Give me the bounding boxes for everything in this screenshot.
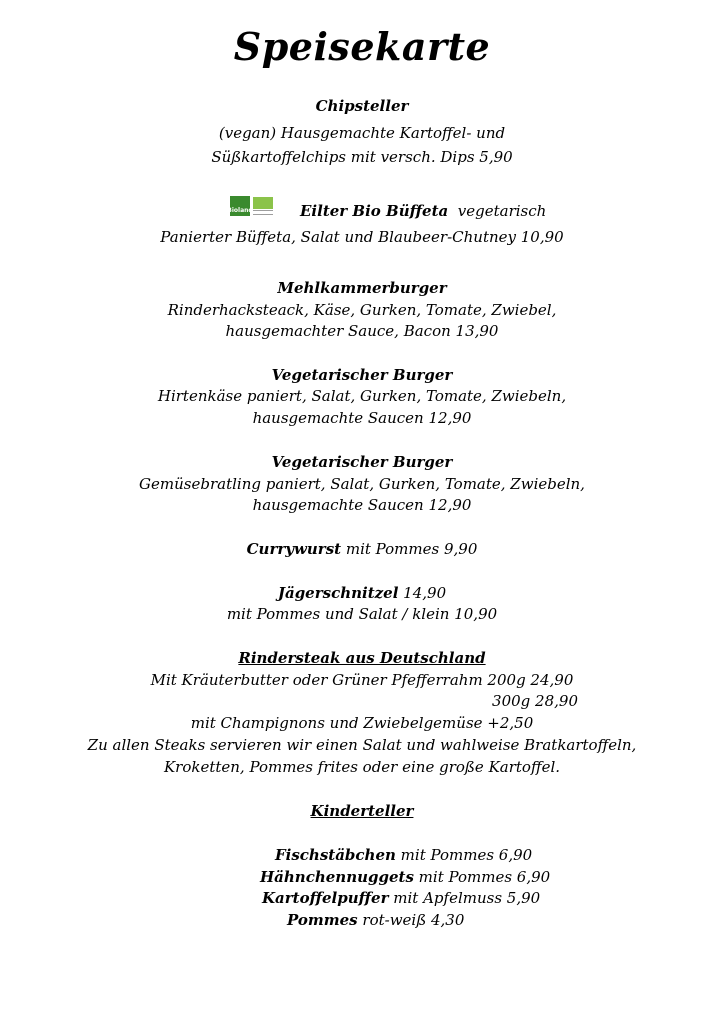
menu-title: Speisekarte bbox=[233, 24, 491, 69]
section-heading-kinderteller: Kinderteller bbox=[310, 802, 414, 820]
kids-dish-name: Pommes bbox=[287, 911, 358, 929]
dish-description-line: Rinderhacksteack, Käse, Gurken, Tomate, Zwiebel, bbox=[167, 301, 557, 319]
bioland-logo bbox=[227, 196, 253, 216]
organic-label-logo bbox=[227, 196, 274, 216]
dish-note-line: Kroketten, Pommes frites oder eine große Kartoffel. bbox=[163, 758, 561, 776]
dish-description-line: Süßkartoffelchips mit versch. Dips 5,90 bbox=[211, 148, 513, 166]
dish-heading-jaegerschnitzel bbox=[0, 583, 724, 603]
bioland-logo-text: Bioland bbox=[227, 207, 253, 214]
dish-name-chipsteller: Chipsteller bbox=[315, 97, 409, 115]
dish-heading-currywurst bbox=[0, 539, 724, 559]
dish-name-bueffeta: Eilter Bio Büffeta bbox=[300, 202, 449, 220]
dish-description-line: (vegan) Hausgemachte Kartoffel- und bbox=[218, 124, 506, 142]
kids-dish-name: Kartoffelpuffer bbox=[262, 889, 389, 907]
dish-price: mit Pommes 9,90 bbox=[341, 540, 478, 558]
eu-organic-leaf-icon bbox=[252, 196, 274, 216]
list-item bbox=[287, 910, 464, 930]
dish-note-line: Zu allen Steaks servieren wir einen Salat und wahlweise Bratkartoffeln, bbox=[87, 736, 637, 754]
dish-description-line: hausgemachte Saucen 12,90 bbox=[252, 409, 472, 427]
certification-lines bbox=[253, 210, 273, 215]
kids-dish-name: Hähnchennuggets bbox=[260, 868, 414, 886]
kids-dish-price: mit Apfelmuss 5,90 bbox=[388, 889, 541, 907]
dish-price: 14,90 bbox=[398, 584, 447, 602]
dish-description-line: Gemüsebratling paniert, Salat, Gurken, Tomate, Zwiebeln, bbox=[139, 475, 585, 493]
kids-dish-name: Fischstäbchen bbox=[275, 846, 396, 864]
dish-description-line: hausgemachter Sauce, Bacon 13,90 bbox=[225, 322, 499, 340]
dish-description-line: Mit Kräuterbutter oder Grüner Pfefferrahm 200g 24,90 bbox=[150, 671, 574, 689]
list-item bbox=[260, 867, 550, 887]
leaf-icon bbox=[253, 197, 273, 209]
kids-dish-price: mit Pommes 6,90 bbox=[413, 868, 551, 886]
dish-name-vegetarian-burger: Vegetarischer Burger bbox=[271, 366, 453, 384]
dish-price-line: 300g 28,90 bbox=[492, 692, 578, 710]
dish-name-vegetarian-burger: Vegetarischer Burger bbox=[271, 453, 453, 471]
dish-description-line: hausgemachte Saucen 12,90 bbox=[252, 496, 472, 514]
dish-description-line: mit Champignons und Zwiebelgemüse +2,50 bbox=[190, 714, 534, 732]
kids-dish-price: rot-weiß 4,30 bbox=[357, 911, 465, 929]
list-item bbox=[262, 888, 540, 908]
dish-tag: vegetarisch bbox=[457, 202, 547, 220]
dish-description-line: Hirtenkäse paniert, Salat, Gurken, Tomate, Zwiebeln, bbox=[157, 387, 567, 405]
kids-dish-price: mit Pommes 6,90 bbox=[395, 846, 533, 864]
dish-name-mehlkammerburger: Mehlkammerburger bbox=[277, 279, 447, 297]
dish-description-line: mit Pommes und Salat / klein 10,90 bbox=[226, 605, 498, 623]
dish-heading-bueffeta bbox=[300, 201, 546, 221]
list-item bbox=[275, 845, 532, 865]
dish-name-rindersteak: Rindersteak aus Deutschland bbox=[238, 649, 486, 667]
dish-name-currywurst: Currywurst bbox=[246, 540, 342, 558]
dish-name-jaegerschnitzel: Jägerschnitzel bbox=[277, 584, 399, 602]
dish-description-line: Panierter Büffeta, Salat und Blaubeer-Chutney 10,90 bbox=[160, 228, 564, 246]
